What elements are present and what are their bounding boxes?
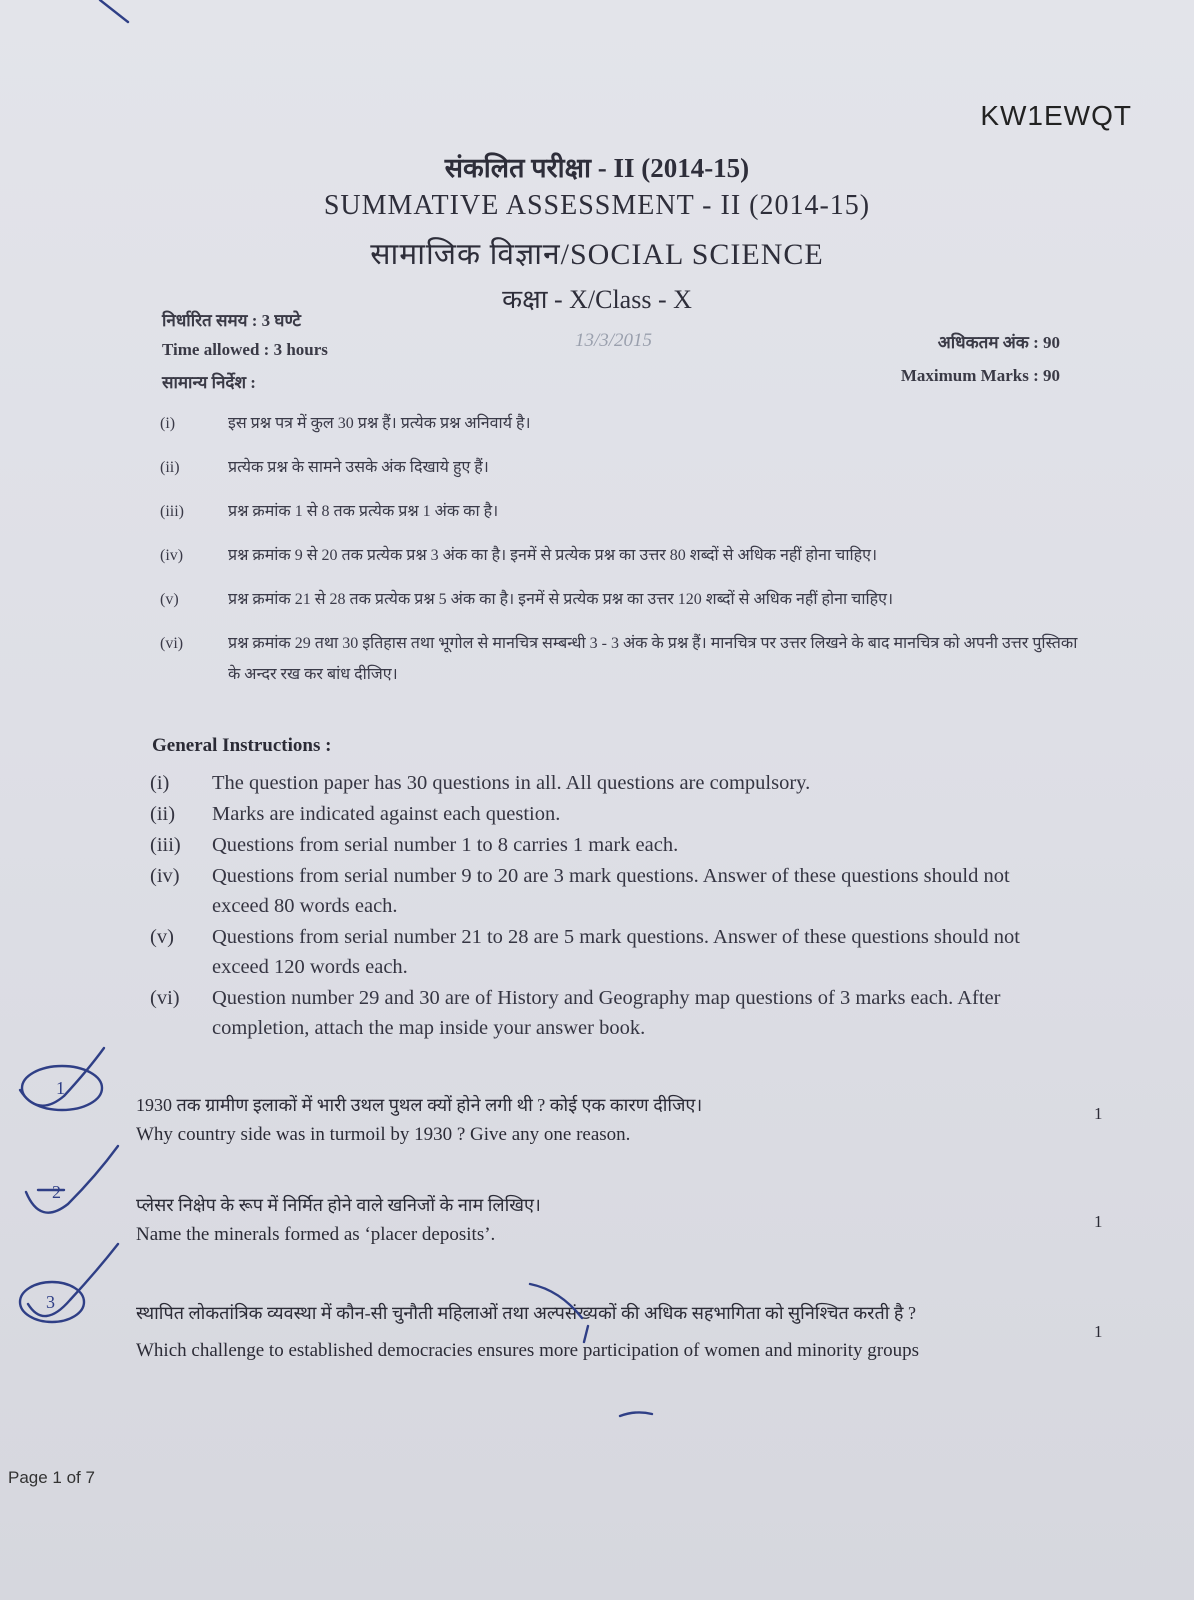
underline-mark (530, 1284, 588, 1342)
title-hindi: संकलित परीक्षा - II (2014-15) (444, 153, 750, 183)
instruction-text: इस प्रश्न पत्र में कुल 30 प्रश्न हैं। प्रत्येक प्रश्न अनिवार्य है। (228, 415, 531, 432)
instruction-text: प्रत्येक प्रश्न के सामने उसके अंक दिखाये हुए हैं। (228, 459, 489, 476)
question-2-tick-icon (26, 1146, 118, 1213)
instruction-number: (i) (160, 415, 176, 432)
instruction-number: (iv) (150, 865, 180, 887)
instruction-number: (v) (160, 591, 179, 608)
instruction-number: (ii) (150, 803, 176, 825)
question-number-label: 2 (52, 1182, 61, 1202)
question-3-marks: 1 (1094, 1322, 1103, 1341)
question-text-hindi: प्लेसर निक्षेप के रूप में निर्मित होने वाले खनिजों के नाम लिखिए। (136, 1195, 541, 1215)
general-instructions-hindi-heading: सामान्य निर्देश : (162, 373, 256, 392)
question-text-english: Which challenge to established democracies ensures more participation of women and minority groups (136, 1340, 919, 1361)
max-marks-hindi: अधिकतम अंक : 90 (937, 333, 1060, 352)
question-number-label: 3 (46, 1292, 55, 1312)
instruction-number: (iii) (160, 503, 184, 520)
paper-code: KW1EWQT (980, 100, 1132, 131)
handwritten-date: 13/3/2015 (575, 330, 653, 351)
question-2-marks: 1 (1094, 1212, 1103, 1231)
time-allowed-english: Time allowed : 3 hours (162, 340, 328, 359)
instruction-text: The question paper has 30 questions in all. All questions are compulsory. (212, 772, 811, 794)
question-text-hindi: स्थापित लोकतांत्रिक व्यवस्था में कौन-सी चुनौती महिलाओं तथा अल्पसंख्यकों की अधिक सहभागिता को सुनिश्चित करती है ? (136, 1303, 916, 1323)
max-marks-english: Maximum Marks : 90 (900, 366, 1060, 385)
instruction-text: Question number 29 and 30 are of History and Geography map questions of 3 marks each. After completion, attach the map inside your answer book. (212, 987, 1001, 1039)
general-instructions-heading: General Instructions : (152, 735, 332, 756)
question-text-english: Name the minerals formed as ‘placer deposits’. (136, 1224, 496, 1245)
instruction-text: प्रश्न क्रमांक 29 तथा 30 इतिहास तथा भूगोल से मानचित्र सम्बन्धी 3 - 3 अंक के प्रश्न हैं। मानचित्र पर उत्तर लिखने के बाद मानचित्र को अपनी उत्तर पुस्तिका के अन्दर रख कर बांध दीजिए। (228, 635, 1078, 683)
question-3-tick-icon (28, 1244, 118, 1316)
instruction-number: (v) (150, 926, 174, 948)
instruction-number: (iii) (150, 834, 181, 856)
instruction-text: प्रश्न क्रमांक 9 से 20 तक प्रत्येक प्रश्न 3 अंक का है। इनमें से प्रत्येक प्रश्न का उत्तर 80 शब्दों से अधिक नहीं होना चाहिए। (228, 547, 878, 564)
instruction-text: प्रश्न क्रमांक 21 से 28 तक प्रत्येक प्रश्न 5 अंक का है। इनमें से प्रत्येक प्रश्न का उत्तर 120 शब्दों से अधिक नहीं होना चाहिए। (228, 591, 894, 608)
question-text-english: Why country side was in turmoil by 1930 ? Give any one reason. (136, 1124, 631, 1145)
class-label: कक्षा - X/Class - X (502, 285, 692, 314)
instruction-number: (i) (150, 772, 170, 794)
title-english: SUMMATIVE ASSESSMENT - II (2014-15) (323, 190, 871, 221)
question-text-hindi: 1930 तक ग्रामीण इलाकों में भारी उथल पुथल क्यों होने लगी थी ? कोई एक कारण दीजिए। (136, 1095, 703, 1115)
instruction-text: Marks are indicated against each question. (212, 803, 561, 825)
instruction-number: (ii) (160, 459, 180, 476)
instruction-text: प्रश्न क्रमांक 1 से 8 तक प्रत्येक प्रश्न 1 अंक का है। (228, 503, 499, 520)
question-number-label: 1 (56, 1078, 65, 1098)
instruction-number: (vi) (150, 987, 180, 1009)
corner-pen-mark (100, 0, 128, 22)
time-allowed-hindi: निर्धारित समय : 3 घण्टे (162, 311, 301, 330)
subject-title: सामाजिक विज्ञान/SOCIAL SCIENCE (370, 238, 824, 271)
instruction-number: (vi) (160, 635, 184, 652)
question-1-marks: 1 (1094, 1104, 1103, 1123)
page-number: Page 1 of 7 (8, 1468, 95, 1487)
underline-mark (620, 1412, 652, 1416)
instruction-number: (iv) (160, 547, 184, 564)
instruction-text: Questions from serial number 9 to 20 are 3 mark questions. Answer of these questions should not exceed 80 words each. (212, 865, 1010, 917)
instruction-text: Questions from serial number 21 to 28 are 5 mark questions. Answer of these questions should not exceed 120 words each. (212, 926, 1020, 978)
instruction-text: Questions from serial number 1 to 8 carries 1 mark each. (212, 834, 679, 856)
